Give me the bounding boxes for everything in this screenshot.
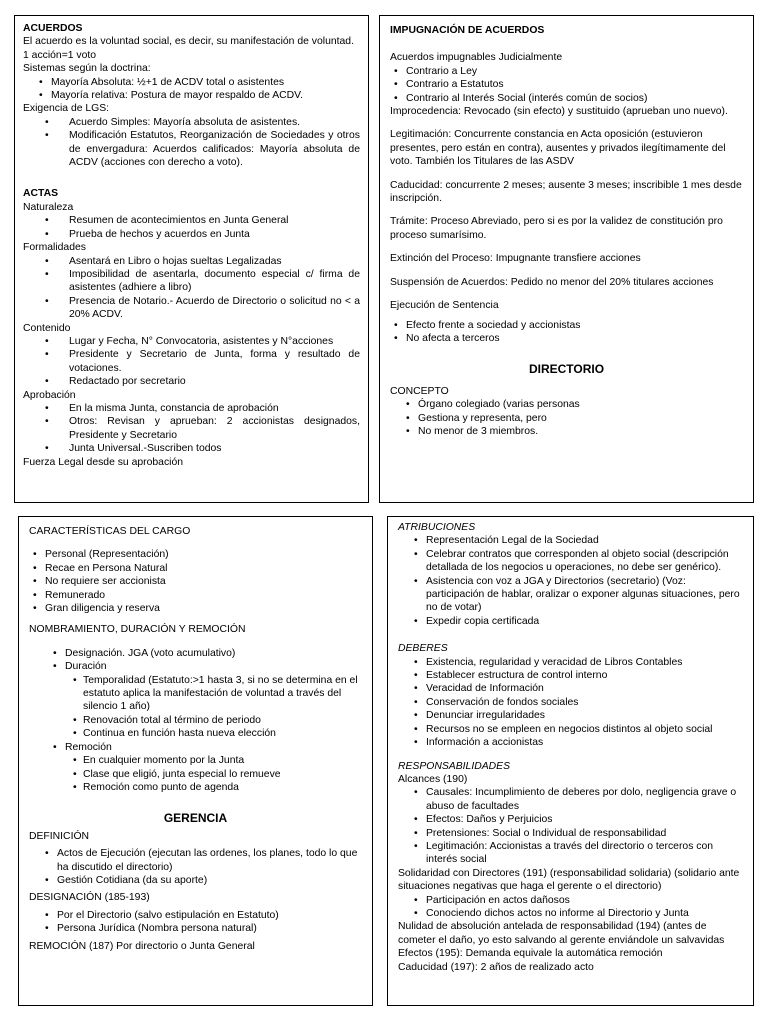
acuerdos-line: El acuerdo es la voluntad social, es decir, su manifestación de voluntad. [23,36,354,48]
cargo-gerencia-box [18,516,373,1006]
deberes-list [398,656,743,750]
naturaleza-list [23,214,360,241]
list-item: • Junta Universal.-Suscriben todos [23,442,360,455]
alcances-list [398,786,743,866]
list-item: • No afecta a terceros [390,332,743,345]
alcances-title: Alcances (190) [398,773,468,785]
list-item: • Conociendo dichos actos no informe al Directorio y Junta [398,907,743,920]
ejecucion-list [390,319,743,346]
remocion-header-list [29,741,362,754]
acuerdos-line: Sistemas según la doctrina: [23,63,151,75]
list-item: • Designación. JGA (voto acumulativo) [29,647,362,660]
atribuciones-title: ATRIBUCIONES [398,522,476,533]
impugnacion-title: IMPUGNACIÓN DE ACUERDOS [390,25,545,36]
deberes-title: DEBERES [398,643,448,655]
improcedencia: Improcedencia: Revocado (sin efecto) y sustituido (aprueban uno nuevo). [390,106,728,118]
list-item: • Pretensiones: Social o Individual de responsabilidad [398,827,743,840]
definicion-list [29,847,362,887]
list-item: • Celebrar contratos que corresponden al objeto social (descripción detallada de los negocios u operaciones, no debe ser genérico). [398,548,743,575]
nulidad: Nulidad de absolución antelada de responsabilidad (194) (antes de cometer el daño, yo esto salvando al gerente enviándole un salvavidas [398,921,725,946]
atribuciones-box [387,516,754,1006]
list-item: • Acuerdo Simples: Mayoría absoluta de asistentes. [23,116,360,129]
list-item: • Prueba de hechos y acuerdos en Junta [23,228,360,241]
nombramiento-list [29,647,362,674]
fuerza-legal: Fuerza Legal desde su aprobación [23,456,184,468]
aprobacion-title: Aprobación [23,389,76,401]
list-item: • Gestión Cotidiana (da su aporte) [29,874,362,887]
caducidad: Caducidad (197): 2 años de realizado acto [398,961,594,973]
list-item: • Contrario al Interés Social (interés común de socios) [390,92,743,105]
gerencia-title: GERENCIA [163,811,228,826]
caracteristicas-title: CARACTERÍSTICAS DEL CARGO [29,526,191,537]
list-item: • No requiere ser accionista [29,575,362,588]
remocion-list [29,754,362,794]
list-item: • Imposibilidad de asentarla, documento especial c/ firma de asistentes (adhiere a libro) [23,268,360,295]
solidaridad: Solidaridad con Directores (191) (responsabilidad solidaria) (solidario ante situaciones negativas que haga el gerente o el directorio) [398,867,740,893]
list-item: • Asistencia con voz a JGA y Directorios (secretario) (Voz: participación de hablar, oralizar o exponer algunas situaciones, pero no de votar) [398,575,743,615]
list-item: • Actos de Ejecución (ejecutan las ordenes, los planes, todo lo que ha discutido el directorio) [29,847,362,874]
designacion-list [29,909,362,936]
list-item: • Modificación Estatutos, Reorganización de Sociedades y otros de envergadura: Acuerdos calificados: Mayoría absoluta de ACDV (acciones con derecho a voto). [23,129,360,169]
designacion-title: DESIGNACIÓN (185-193) [29,892,150,904]
list-item: • Efectos: Daños y Perjuicios [398,813,743,826]
list-item: • Remoción como punto de agenda [29,781,362,794]
list-item: • Establecer estructura de control interno [398,669,743,682]
impugnables-list [390,65,743,105]
list-item: • Renovación total al término de periodo [29,714,362,727]
list-item: • Veracidad de Información [398,682,743,695]
sistemas-list [23,76,360,103]
list-item: • Mayoría Absoluta: ½+1 de ACDV total o asistentes [23,76,360,89]
atribuciones-list [398,534,743,628]
acuerdos-title: ACUERDOS [23,23,83,34]
list-item: • No menor de 3 miembros. [390,425,743,438]
list-item: • En la misma Junta, constancia de aprobación [23,402,360,415]
contenido-title: Contenido [23,322,71,334]
formalidades-list [23,255,360,322]
tramite: Trámite: Proceso Abreviado, pero si es por la validez de constitución pro proceso sumarísimo. [390,216,723,241]
list-item: • Contrario a Estatutos [390,78,743,91]
list-item: • Presidente y Secretario de Junta, forma y resultado de votaciones. [23,348,360,375]
list-item: • Gestiona y representa, pero [390,412,743,425]
list-item: • Remoción [29,741,362,754]
list-item: • Por el Directorio (salvo estipulación en Estatuto) [29,909,362,922]
list-item: • Conservación de fondos sociales [398,696,743,709]
list-item: • Lugar y Fecha, N° Convocatoria, asistentes y N°acciones [23,335,360,348]
legitimacion: Legitimación: Concurrente constancia en Acta oposición (estuvieron presentes, pero están en contra), ausentes y privados ilegítimamente del voto. También los Titulares de las ASDV [390,129,726,168]
list-item: • Presencia de Notario.- Acuerdo de Directorio o solicitud no < a 20% ACDV. [23,295,360,322]
nombramiento-title: NOMBRAMIENTO, DURACIÓN Y REMOCIÓN [29,624,246,636]
list-item: • Asentará en Libro o hojas sueltas Legalizadas [23,255,360,268]
caducidad: Caducidad: concurrente 2 meses; ausente 3 meses; inscribible 1 mes desde inscripción. [390,179,742,205]
list-item: • Participación en actos dañosos [398,894,743,907]
concepto-list [390,398,743,438]
list-item: • Denunciar irregularidades [398,709,743,722]
impugnacion-directorio-box [379,15,754,503]
list-item: • Contrario a Ley [390,65,743,78]
list-item: • Personal (Representación) [29,548,362,561]
efectos: Efectos (195): Demanda equivale la automática remoción [398,948,663,960]
impugnables-title: Acuerdos impugnables Judicialmente [390,52,563,64]
extincion: Extinción del Proceso: Impugnante transfiere acciones [390,253,641,265]
list-item: • Legitimación: Accionistas a través del directorio o terceros con interés social [398,840,743,867]
list-item: • Gran diligencia y reserva [29,602,362,615]
remocion-line: REMOCIÓN (187) Por directorio o Junta General [29,940,255,952]
contenido-list [23,335,360,389]
acuerdos-line: 1 acción=1 voto [23,49,97,61]
exigencia-list [23,116,360,170]
list-item: • Recursos no se empleen en negocios distintos al objeto social [398,723,743,736]
list-item: • Existencia, regularidad y veracidad de Libros Contables [398,656,743,669]
list-item: • Expedir copia certificada [398,615,743,628]
directorio-title: DIRECTORIO [528,362,605,377]
list-item: • Causales: Incumplimiento de deberes por dolo, negligencia grave o abuso de facultades [398,786,743,813]
naturaleza-title: Naturaleza [23,201,74,213]
aprobacion-list [23,402,360,456]
solidaridad-list [398,894,743,921]
list-item: • Representación Legal de la Sociedad [398,534,743,547]
actas-title: ACTAS [23,188,59,200]
list-item: • Persona Jurídica (Nombra persona natural) [29,922,362,935]
list-item: • En cualquier momento por la Junta [29,754,362,767]
list-item: • Otros: Revisan y aprueban: 2 accionistas designados, Presidente y Secretario [23,415,360,442]
definicion-title: DEFINICIÓN [29,830,90,842]
list-item: • Mayoría relativa: Postura de mayor respaldo de ACDV. [23,89,360,102]
list-item: • Remunerado [29,589,362,602]
responsabilidades-title: RESPONSABILIDADES [398,760,511,772]
formalidades-title: Formalidades [23,242,86,254]
suspension: Suspensión de Acuerdos: Pedido no menor del 20% titulares acciones [390,276,714,288]
list-item: • Efecto frente a sociedad y accionistas [390,319,743,332]
list-item: • Continua en función hasta nueva elección [29,727,362,740]
duracion-list [29,674,362,741]
list-item: • Información a accionistas [398,736,743,749]
exigencia-title: Exigencia de LGS: [23,103,110,115]
acuerdos-actas-box [14,15,369,503]
ejecucion-title: Ejecución de Sentencia [390,300,499,312]
concepto-title: CONCEPTO [390,385,449,397]
list-item: • Redactado por secretario [23,375,360,388]
list-item: • Recae en Persona Natural [29,562,362,575]
list-item: • Temporalidad (Estatuto:>1 hasta 3, si no se determina en el estatuto aplica la manifestación de voluntad a través del silencio 1 año) [29,674,362,714]
list-item: • Clase que eligió, junta especial lo remueve [29,768,362,781]
list-item: • Órgano colegiado (varias personas [390,398,743,411]
list-item: • Duración [29,660,362,673]
caracteristicas-list [29,548,362,615]
list-item: • Resumen de acontecimientos en Junta General [23,214,360,227]
